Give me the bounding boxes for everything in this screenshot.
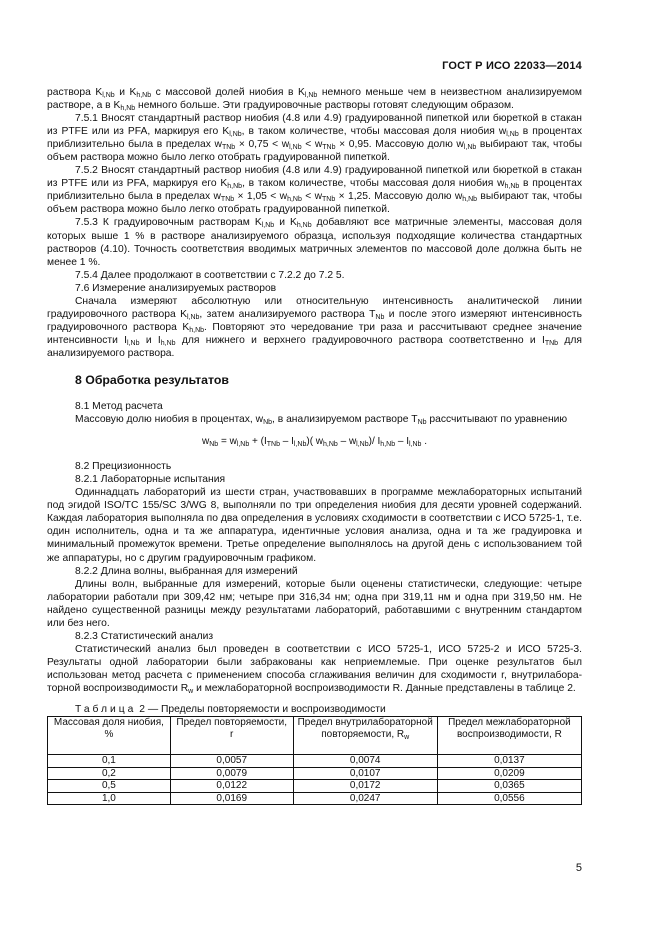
cell-rw: 0,0107: [293, 767, 437, 780]
page-header: ГОСТ Р ИСО 22033—2014: [442, 60, 582, 72]
paragraph-8-1-body: Массовую долю ниобия в процентах, $w_{Nb}$, в анализируемом растворе $T_{Nb}$ рассчитывают по уравнению: [75, 414, 568, 427]
paragraph-8-2-2-body: Длины волн, выбранные для измерений, которые были оценены статистически, следующие: четыре лаборатории работали при 309,42 нм; четыре при 316,34 нм; одна при 319,11 нм и одна при 319,50 нм. Не найдено существенной разницы между результатами лабораторий, работавшими с внутренним стандартом или без него.: [47, 578, 582, 629]
header-repeatability-limit: Предел повторяемости, r: [170, 717, 293, 755]
cell-R: 0,0137: [437, 755, 581, 768]
table-caption: Таблица 2 — Пределы повторяемости и воспроизводимости: [75, 704, 386, 716]
table-header-row: [48, 717, 582, 755]
header-interlab-limit: Предел межлабораторной воспроизводимости, R: [437, 717, 581, 755]
paragraph-7-5-4: 7.5.4 Далее продолжают в соответствии с 7.2.2 до 7.2 5.: [75, 269, 345, 281]
subsection-8-2-1-title: 8.2.1 Лабораторные испытания: [75, 474, 226, 486]
cell-rw: 0,0247: [293, 792, 437, 805]
subsection-8-2-2-title: 8.2.2 Длина волны, выбранная для измерений: [75, 565, 298, 577]
header-intralab-limit: Предел внутрилабораторной повторяемости, $R_w$: [293, 717, 437, 755]
cell-R: 0,0556: [437, 792, 581, 805]
paragraph-7-5-1: 7.5.1 Вносят стандартный раствор ниобия (4.8 или 4.9) градуированной пипеткой или бюреткой в стакан из PTFE или из PFA, маркируя его $K_{l,Nb}$, в таком количестве, чтобы массовая доля ниобия $w_{l,Nb}$ в процентах приблизительно была в пределах $w_{TNb} \times 0,75 < w_{l,Nb} < w_{TNb} \times 0,95$. Массовую долю $w_{l,Nb}$ выбирают так, чтобы объем раствора можно было легко отобрать градуированной пипеткой.: [47, 113, 582, 164]
page-content: [47, 86, 582, 805]
header-mass-fraction: Массовая доля ниобия, %: [48, 717, 171, 755]
subsection-8-2-3-title: 8.2.3 Статистический анализ: [75, 630, 214, 642]
precision-table: [47, 716, 582, 805]
subsection-7-6-title: 7.6 Измерение анализируемых растворов: [75, 282, 277, 294]
cell-r: 0,0122: [170, 780, 293, 793]
table-row: [48, 755, 582, 768]
paragraph-calibration-intro: раствора $K_{l,Nb}$ и $K_{h,Nb}$ с массовой долей ниобия в $K_{l,Nb}$ немного меньше чем в неизвестном анализируемом растворе, а в $K_{h,Nb}$ немного больше. Эти градуировочные растворы готовят следующим образом.: [47, 87, 582, 113]
calculation-formula: $w_{Nb} = w_{l,Nb} + (I_{TNb} - I_{l,Nb})$( $w_{h,Nb} - w_{l,Nb})/$ $I_{h,Nb} - I_{l,Nb}$ .: [201, 436, 428, 449]
page-number: 5: [575, 862, 582, 874]
section-8-heading: 8 Обработка результатов: [75, 372, 229, 387]
table-row: [48, 767, 582, 780]
paragraph-8-2-1-body: Одиннадцать лабораторий из шести стран, участвовавших в программе межлабораторных испытаний под эгидой ISO/TC 155/SC 3/WG 8, выполняли по три определения ниобия для десяти уровней содержаний. Каждая лаборатория выполняла по два определения в условиях сходимости в соответствии с ИСО 5725-1, т.е. один исполнитель, одна и та же аппаратура, идентичные условия анализа, одна и та же градуировка и минимальный промежуток времени. Третье определение выполнялось на другой день с использованием той же аппаратуры, но с другим градуировочным графиком.: [47, 487, 582, 564]
paragraph-7-6-body: Сначала измеряют абсолютную или относительную интенсивность аналитической линии градуировочного раствора $K_{l,Nb}$, затем анализируемого раствора $T_{Nb}$ и после этого измеряют интенсивность градуировочного раствора $K_{h,Nb}$. Повторяют это чередование три раза и рассчитывают среднее значение интенсивности $I_{l,Nb}$ и $I_{h,Nb}$ для нижнего и верхнего градуировочного раствора соответственно и $I_{TNb}$ для анализируемого раствора.: [47, 295, 583, 359]
cell-mass-fraction: 0,2: [48, 767, 171, 780]
table-row: [48, 780, 582, 793]
cell-r: 0,0079: [170, 767, 293, 780]
subsection-8-2-title: 8.2 Прецизионность: [75, 461, 172, 473]
cell-mass-fraction: 0,1: [48, 755, 171, 768]
cell-mass-fraction: 0,5: [48, 780, 171, 793]
cell-r: 0,0057: [170, 755, 293, 768]
cell-rw: 0,0172: [293, 780, 437, 793]
paragraph-7-5-2: 7.5.2 Вносят стандартный раствор ниобия (4.8 или 4.9) градуированной пипеткой или бюреткой в стакан из PTFE или из PFA, маркируя его $K_{h,Nb}$, в таком количестве, чтобы массовая доля ниобия $w_{h,Nb}$ в процентах приблизительно была в пределах $w_{TNb} \times 1,05 < w_{h,Nb} < w_{TNb} \times 1,25$. Массовую долю $w_{h,Nb}$ выбирают так, чтобы объем раствора можно было легко отобрать градуированной пипеткой.: [47, 165, 582, 216]
cell-r: 0,0169: [170, 792, 293, 805]
paragraph-8-2-3-body: Статистический анализ был проведен в соответствии с ИСО 5725-1, ИСО 5725-2 и ИСО 5725-3. Результаты одной лаборатории были забракованы как неприемлемые. При оценке результатов был использован метод расчета с применением способа сглаживания величин для сходимости r, внутрилабора-торной воспроизводимости $R_w$ и межлабораторной воспроизводимости R. Данные представлены в таблице 2.: [47, 643, 582, 695]
cell-rw: 0,0074: [293, 755, 437, 768]
cell-mass-fraction: 1,0: [48, 792, 171, 805]
cell-R: 0,0365: [437, 780, 581, 793]
table-row: [48, 792, 582, 805]
paragraph-7-5-3: 7.5.3 К градуировочным растворам $K_{l,Nb}$ и $K_{h,Nb}$ добавляют все матричные элементы, массовая доля которых выше 1 % в растворе анализируемого образца, используя подходящие количества стандартных растворов (4.10). Точность соответствия вводимых матричных элементов по массовой доле должна быть не менее 1 %.: [47, 217, 582, 268]
cell-R: 0,0209: [437, 767, 581, 780]
subsection-8-1-title: 8.1 Метод расчета: [75, 401, 163, 413]
